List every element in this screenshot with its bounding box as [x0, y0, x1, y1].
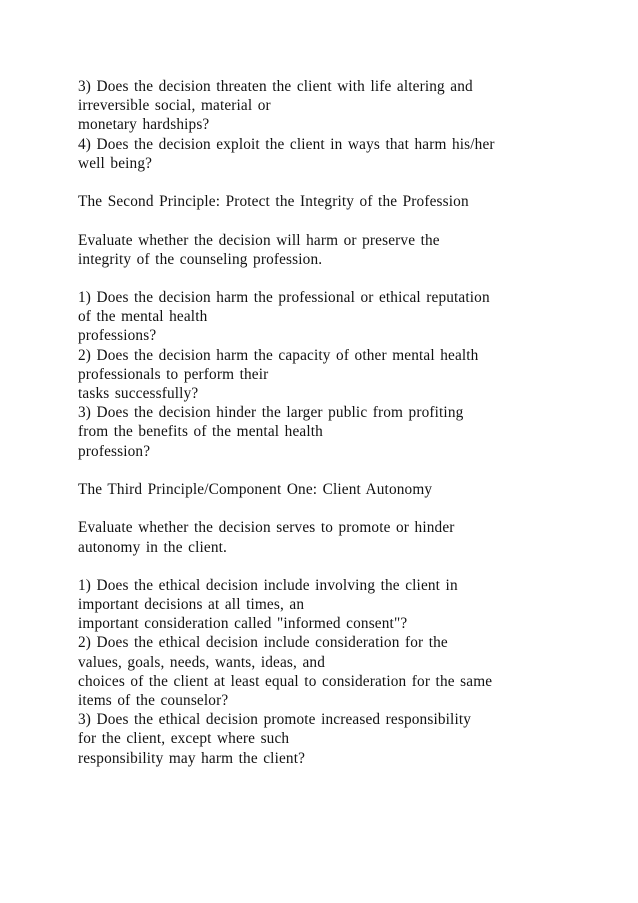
text-line: 3) Does the ethical decision promote increased responsibility — [78, 711, 472, 729]
text-line: for the client, except where such — [78, 730, 290, 748]
text-line: important consideration called "informed consent"? — [78, 615, 408, 633]
document-body — [78, 77, 598, 768]
section-heading: The Second Principle: Protect the Integrity of the Profession — [78, 193, 469, 211]
text-line: from the benefits of the mental health — [78, 423, 323, 441]
text-line: 4) Does the decision exploit the client in ways that harm his/her — [78, 135, 495, 153]
text-line: well being? — [78, 154, 153, 172]
text-line: 2) Does the decision harm the capacity of other mental health — [78, 346, 479, 364]
text-line: of the mental health — [78, 308, 208, 326]
paragraph-gap — [78, 269, 598, 288]
text-line: responsibility may harm the client? — [78, 749, 306, 767]
text-line: important decisions at all times, an — [78, 596, 305, 614]
text-line: Evaluate whether the decision serves to promote or hinder — [78, 519, 455, 537]
text-line: values, goals, needs, wants, ideas, and — [78, 653, 325, 671]
paragraph-gap — [78, 211, 598, 230]
text-line: Evaluate whether the decision will harm or preserve the — [78, 231, 440, 249]
text-line: monetary hardships? — [78, 116, 210, 134]
paragraph-gap — [78, 499, 598, 518]
text-line: professions? — [78, 327, 157, 345]
text-line: tasks successfully? — [78, 385, 199, 402]
text-line: integrity of the counseling profession. — [78, 250, 323, 268]
section-heading: The Third Principle/Component One: Client Autonomy — [78, 480, 433, 498]
text-line: choices of the client at least equal to consideration for the same — [78, 672, 493, 690]
text-line: professionals to perform their — [78, 365, 269, 383]
text-line: items of the counselor? — [78, 692, 229, 709]
text-line: 3) Does the decision threaten the client with life altering and — [78, 78, 473, 95]
paragraph-gap — [78, 173, 598, 192]
text-line: profession? — [78, 442, 151, 460]
text-line: 1) Does the decision harm the professional or ethical reputation — [78, 289, 490, 307]
text-line: 1) Does the ethical decision include involving the client in — [78, 576, 458, 594]
text-line: 2) Does the ethical decision include consideration for the — [78, 634, 448, 652]
text-line: irreversible social, material or — [78, 97, 271, 115]
paragraph-gap — [78, 461, 598, 480]
paragraph-gap — [78, 557, 598, 576]
text-line: autonomy in the client. — [78, 538, 227, 556]
text-line: 3) Does the decision hinder the larger public from profiting — [78, 404, 464, 422]
